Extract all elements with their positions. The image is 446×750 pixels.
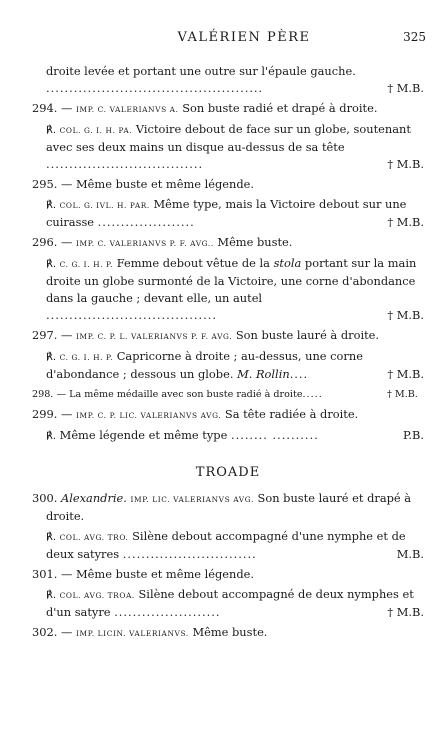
entry-297: 297. — IMP. C. P. L. VALERIANVS P. F. AVG. Son buste lauré à droite. xyxy=(32,328,380,342)
entry-295: 295. — Même buste et même légende. xyxy=(32,177,255,191)
entry-298: 298. — La même médaille avec son buste radié à droite..... † M.B. xyxy=(32,389,418,400)
recipe-symbol-icon: ℟. xyxy=(46,125,57,136)
reverse-294: ℟. COL. G. I. H. PA. Victoire debout de face sur un globe, soutenant avec ses deux mains un disque au-dessus de sa tête .................................. † M.B. xyxy=(46,122,424,171)
reverse-300: ℟. COL. AVG. TRO. Silène debout accompagné d'une nymphe et de deux satyres ............................. M.B. xyxy=(46,529,424,561)
entry-300: 300. Alexandrie. IMP. LIC. VALERIANVS AVG. Son buste lauré et drapé à droite. xyxy=(32,491,412,523)
reverse-295: ℟. COL. G. IVL. H. PAR. Même type, mais la Victoire debout sur une cuirasse ..................... † M.B. xyxy=(46,197,424,229)
page-number: 325 xyxy=(403,30,426,44)
recipe-symbol-icon: ℟. xyxy=(46,532,57,543)
reverse-299: ℟. Même légende et même type ........ .......... P.B. xyxy=(46,428,424,442)
running-title: VALÉRIEN PÈRE xyxy=(177,30,311,45)
entry-294: 294. — IMP. C. VALERIANVS A. Son buste radié et drapé à droite. xyxy=(32,101,378,115)
entry-301: 301. — Même buste et même légende. xyxy=(32,567,255,581)
section-title: TROADE xyxy=(195,465,261,480)
reverse-301: ℟. COL. AVG. TROA. Silène debout accompagné de deux nymphes et d'un satyre ....................... † M.B. xyxy=(46,587,424,619)
entry-299: 299. — IMP. C. P. LIC. VALERIANVS AVG. Sa tête radiée à droite. xyxy=(32,407,359,421)
recipe-symbol-icon: ℟. xyxy=(46,590,57,601)
recipe-symbol-icon: ℟. xyxy=(46,352,57,363)
recipe-symbol-icon: ℟. xyxy=(46,200,57,211)
page-body xyxy=(32,63,424,645)
entry-302: 302. — IMP. LICIN. VALERIANVS. Même buste. xyxy=(32,625,268,639)
reverse-296: ℟. C. G. I. H. P. Femme debout vêtue de la stola portant sur la main droite un globe surmonté de la Victoire, une corne d'abondance dans la gauche ; devant elle, un autel ..................................... † M.B. xyxy=(46,256,424,322)
entry-296: 296. — IMP. C. VALERIANVS P. F. AVG.. Même buste. xyxy=(32,235,293,249)
page-header xyxy=(40,30,426,50)
continuation-line: droite levée et portant une outre sur l'épaule gauche. ............................................... † M.B. xyxy=(46,64,424,95)
reverse-297: ℟. C. G. I. H. P. Capricorne à droite ; au-dessus, une corne d'abondance ; dessous un globe. M. Rollin.... † M.B. xyxy=(46,349,424,381)
recipe-symbol-icon: ℟. xyxy=(46,431,57,442)
recipe-symbol-icon: ℟. xyxy=(46,259,57,270)
